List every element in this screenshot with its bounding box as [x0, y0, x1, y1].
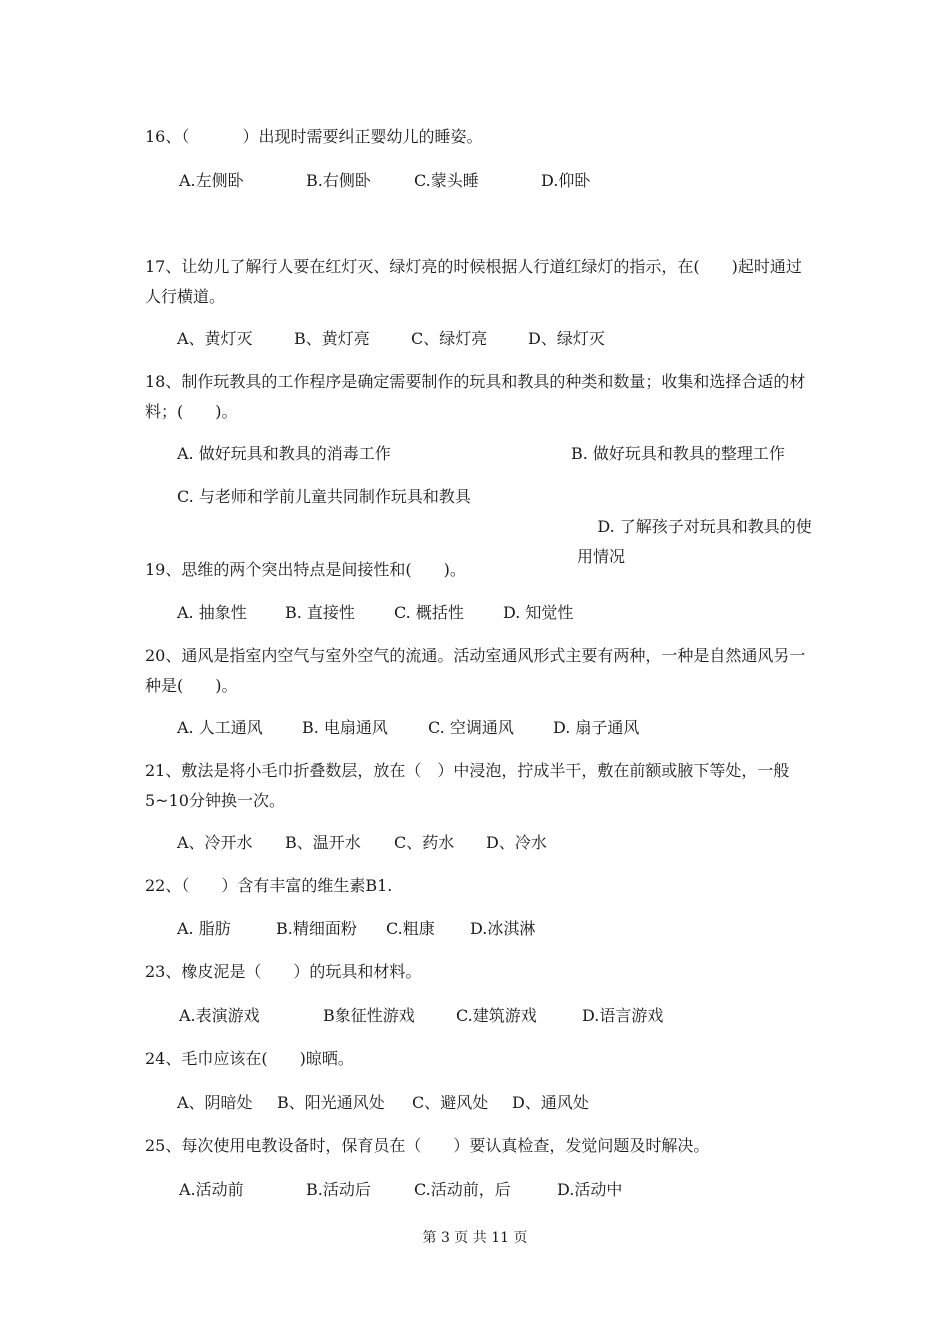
question-stem: 25、每次使用电教设备时，保育员在（ ）要认真检查，发觉问题及时解决。 [145, 1136, 710, 1155]
option-b: B、黄灯亮 [294, 329, 370, 348]
option-b: B.右侧卧 [306, 171, 371, 190]
option-a: A.活动前 [179, 1180, 244, 1199]
option-a: A. 做好玩具和教具的消毒工作 [177, 444, 391, 463]
question-stem: 22、（ ）含有丰富的维生素B1. [145, 876, 393, 895]
option-d: D.活动中 [557, 1180, 623, 1199]
option-c: C、药水 [394, 833, 455, 852]
option-d: D. 了解孩子对玩具和教具的使用情况 [577, 517, 812, 566]
option-c: C、避风处 [412, 1093, 489, 1112]
question-stem: 18、制作玩教具的工作程序是确定需要制作的玩具和教具的种类和数量；收集和选择合适的材料；( )。 [145, 372, 806, 421]
page-number: 第 3 页 共 11 页 [422, 1230, 528, 1246]
option-d: D.语言游戏 [582, 1006, 664, 1025]
option-d: D、通风处 [512, 1093, 589, 1112]
option-a: A. 抽象性 [177, 603, 247, 622]
option-b: B、温开水 [285, 833, 361, 852]
option-b: B. 直接性 [285, 603, 355, 622]
option-d: D. 知觉性 [503, 603, 574, 622]
option-b: B. 电扇通风 [302, 718, 388, 737]
option-c: C.建筑游戏 [456, 1006, 537, 1025]
option-a: A. 脂肪 [177, 919, 231, 938]
option-a: A.左侧卧 [179, 171, 244, 190]
option-c: C.蒙头睡 [414, 171, 479, 190]
option-b: B. 做好玩具和教具的整理工作 [571, 444, 785, 463]
option-d: D.仰卧 [541, 171, 591, 190]
question-stem: 21、敷法是将小毛巾折叠数层，放在（ ）中浸泡，拧成半干，敷在前额或腋下等处，一般5~10分钟换一次。 [145, 761, 790, 810]
option-d: D、绿灯灭 [528, 329, 605, 348]
option-d: D、冷水 [486, 833, 547, 852]
option-d: D.冰淇淋 [470, 919, 536, 938]
option-a: A. 人工通风 [177, 718, 263, 737]
option-a: A、冷开水 [177, 833, 253, 852]
option-a: A、阴暗处 [177, 1093, 253, 1112]
question-stem: 16、（ ）出现时需要纠正婴幼儿的睡姿。 [145, 127, 483, 146]
option-c: C. 与老师和学前儿童共同制作玩具和教具 [177, 487, 471, 506]
option-d: D. 扇子通风 [553, 718, 640, 737]
question-stem: 24、毛巾应该在( )晾晒。 [145, 1049, 354, 1068]
option-c: C.粗康 [386, 919, 435, 938]
option-b: B.精细面粉 [276, 919, 357, 938]
question-stem: 19、思维的两个突出特点是间接性和( )。 [145, 560, 466, 579]
option-c: C、绿灯亮 [411, 329, 488, 348]
option-a: A、黄灯灭 [177, 329, 253, 348]
option-b: B.活动后 [306, 1180, 371, 1199]
option-c: C. 概括性 [394, 603, 464, 622]
option-a: A.表演游戏 [179, 1006, 260, 1025]
question-stem: 23、橡皮泥是（ ）的玩具和材料。 [145, 962, 422, 981]
question-stem: 20、通风是指室内空气与室外空气的流通。活动室通风形式主要有两种，一种是自然通风另一种是( )。 [145, 646, 806, 695]
option-b: B象征性游戏 [323, 1006, 415, 1025]
question-stem: 17、让幼儿了解行人要在红灯灭、绿灯亮的时候根据人行道红绿灯的指示，在( )起时通过人行横道。 [145, 257, 802, 306]
option-c: C.活动前，后 [414, 1180, 511, 1199]
option-b: B、阳光通风处 [277, 1093, 385, 1112]
option-c: C. 空调通风 [428, 718, 514, 737]
